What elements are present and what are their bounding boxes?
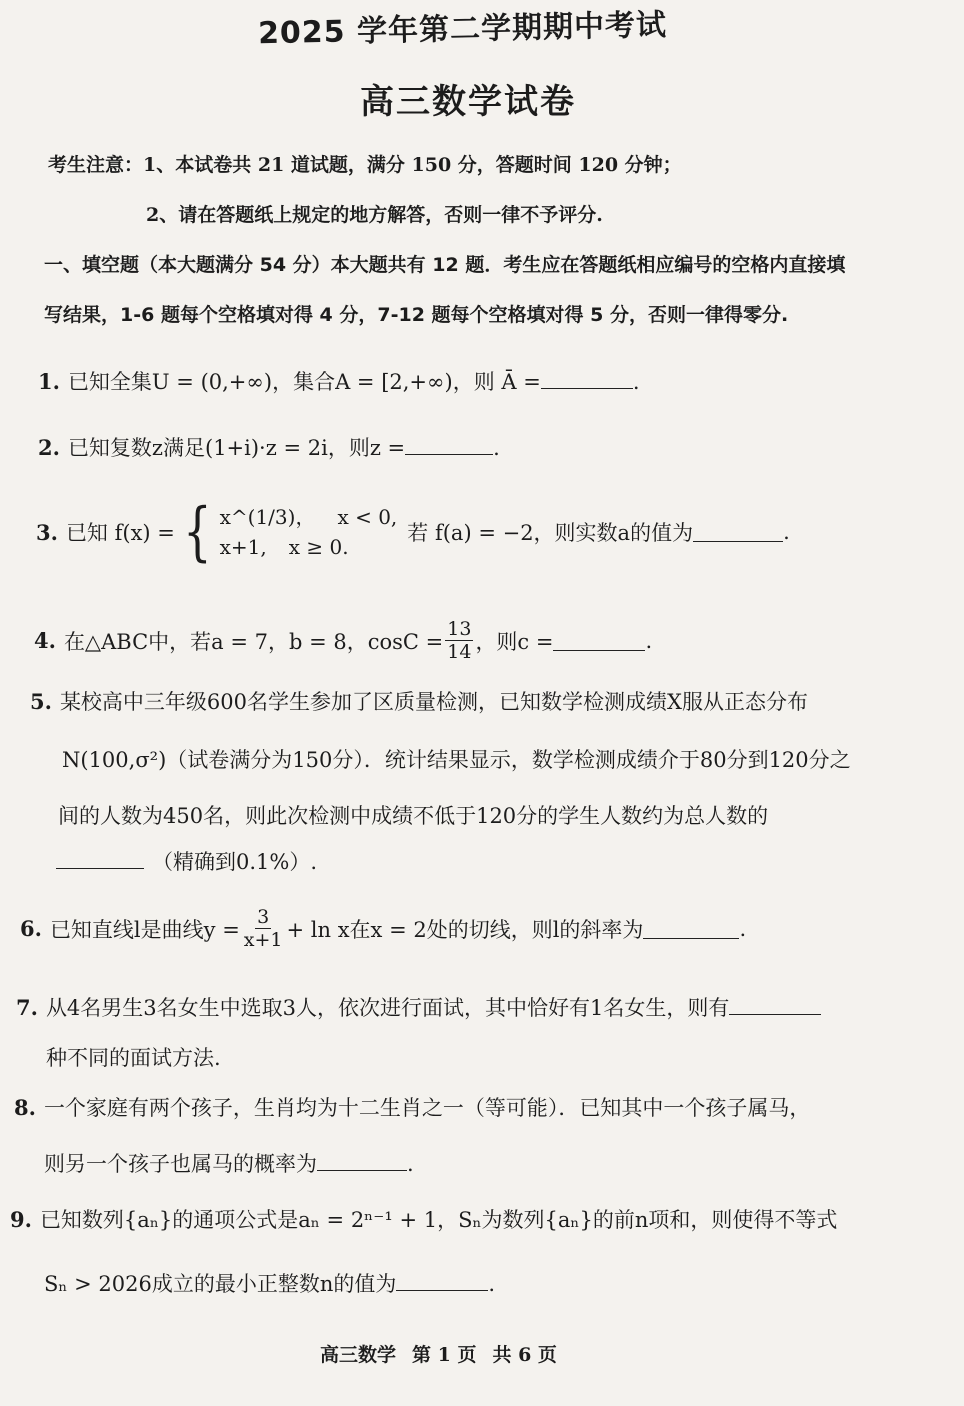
exam-title: 2025 学年第二学期期中考试 <box>257 7 668 52</box>
fraction-numerator: 13 <box>447 618 472 640</box>
question-5-line4 <box>56 846 317 876</box>
question-4 <box>34 618 652 663</box>
question-number: 1. <box>38 369 60 394</box>
question-number: 9. <box>10 1207 32 1232</box>
answer-blank[interactable] <box>643 937 739 939</box>
footer-total-pages: 共 6 页 <box>492 1344 557 1366</box>
question-8-line2 <box>44 1148 414 1178</box>
fraction <box>445 618 473 663</box>
function-definition: 已知 f(x) = <box>65 521 175 545</box>
question-text: 已知复数z满足(1+i)·z = 2i，则z = <box>67 436 406 460</box>
question-number: 5. <box>30 689 52 714</box>
question-number: 4. <box>34 628 56 653</box>
question-text: 若 f(a) = −2，则实数a的值为 <box>407 521 694 545</box>
notice-item-2: 2、请在答题纸上规定的地方解答，否则一律不予评分. <box>146 204 603 226</box>
exam-subtitle: 高三数学试卷 <box>360 82 576 122</box>
answer-blank[interactable] <box>541 387 633 389</box>
question-number: 3. <box>36 519 58 545</box>
left-brace: { <box>182 495 212 569</box>
question-text: Sₙ > 2026成立的最小正整数n的值为 <box>44 1272 397 1296</box>
answer-blank[interactable] <box>405 453 493 455</box>
footer-subject: 高三数学 <box>320 1344 397 1366</box>
question-number: 8. <box>14 1095 36 1120</box>
question-end: . <box>493 436 500 460</box>
fraction <box>242 906 285 951</box>
question-number: 6. <box>20 916 42 941</box>
question-text: 某校高中三年级600名学生参加了区质量检测，已知数学检测成绩X服从正态分布 <box>59 690 808 714</box>
question-text: （精确到0.1%）. <box>152 850 318 874</box>
question-2 <box>38 432 500 462</box>
answer-blank[interactable] <box>396 1289 488 1291</box>
page-footer <box>320 1340 573 1367</box>
notice-item-1: 1、本试卷共 21 道试题，满分 150 分，答题时间 120 分钟； <box>143 154 682 176</box>
answer-blank[interactable] <box>729 1013 821 1015</box>
question-7-line2: 种不同的面试方法. <box>46 1046 221 1070</box>
question-end: . <box>783 520 790 544</box>
question-5-line1 <box>30 686 808 716</box>
case2-condition: x ≥ 0. <box>288 535 349 559</box>
question-end: . <box>407 1152 414 1176</box>
question-3 <box>36 495 790 569</box>
case1-condition: x < 0, <box>337 505 398 529</box>
question-number: 2. <box>38 435 60 460</box>
question-end: . <box>488 1272 496 1296</box>
question-text-after: ，则c = <box>475 629 554 654</box>
question-end: . <box>739 916 747 941</box>
piecewise-cases <box>220 502 398 562</box>
question-text: 一个家庭有两个孩子，生肖均为十二生肖之一（等可能）．已知其中一个孩子属马， <box>43 1096 811 1120</box>
question-6 <box>20 906 746 951</box>
question-text: 已知数列{aₙ}的通项公式是aₙ = 2ⁿ⁻¹ + 1，Sₙ为数列{aₙ}的前n项和，则使得不等式 <box>39 1208 838 1232</box>
question-text: 已知直线l是曲线y = <box>49 917 240 942</box>
question-text: 从4名男生3名女生中选取3人，依次进行面试，其中恰好有1名女生，则有 <box>45 996 730 1020</box>
question-number: 7. <box>16 995 38 1020</box>
question-7-line1 <box>16 992 821 1022</box>
notice-label: 考生注意： <box>48 154 144 176</box>
case2-expression: x+1, <box>219 535 267 559</box>
section1-instructions-line2: 写结果，1-6 题每个空格填对得 4 分，7-12 题每个空格填对得 5 分，否则一律得零分. <box>44 304 789 326</box>
question-end: . <box>632 370 640 394</box>
case1-expression: x^(1/3)， <box>219 505 316 529</box>
question-9-line1 <box>10 1204 837 1234</box>
question-text: 已知全集U = (0,+∞)，集合A = [2,+∞)，则 Ā = <box>67 370 541 394</box>
footer-page-number: 第 1 页 <box>412 1344 477 1366</box>
fraction-denominator: 14 <box>447 641 472 663</box>
question-end: . <box>645 628 653 653</box>
answer-blank[interactable] <box>553 649 645 651</box>
notice-line-1 <box>48 150 682 177</box>
answer-blank[interactable] <box>317 1169 407 1171</box>
question-text: 在△ABC中，若a = 7，b = 8，cosC = <box>63 629 444 654</box>
fraction-denominator: x+1 <box>243 929 283 951</box>
question-8-line1 <box>14 1092 810 1122</box>
question-text: 则另一个孩子也属马的概率为 <box>44 1152 317 1176</box>
question-9-line2 <box>44 1268 495 1298</box>
question-1 <box>38 366 640 396</box>
fraction-numerator: 3 <box>257 906 270 928</box>
question-5-line3: 间的人数为450名，则此次检测中成绩不低于120分的学生人数约为总人数的 <box>58 804 769 828</box>
question-text-after: + ln x在x = 2处的切线，则l的斜率为 <box>286 917 644 942</box>
question-5-line2: N(100,σ²)（试卷满分为150分）．统计结果显示，数学检测成绩介于80分到120分之 <box>62 748 851 772</box>
answer-blank[interactable] <box>56 867 144 869</box>
answer-blank[interactable] <box>693 540 783 542</box>
section1-instructions-line1: 一、填空题（本大题满分 54 分）本大题共有 12 题．考生应在答题纸相应编号的空格内直接填 <box>44 254 846 276</box>
